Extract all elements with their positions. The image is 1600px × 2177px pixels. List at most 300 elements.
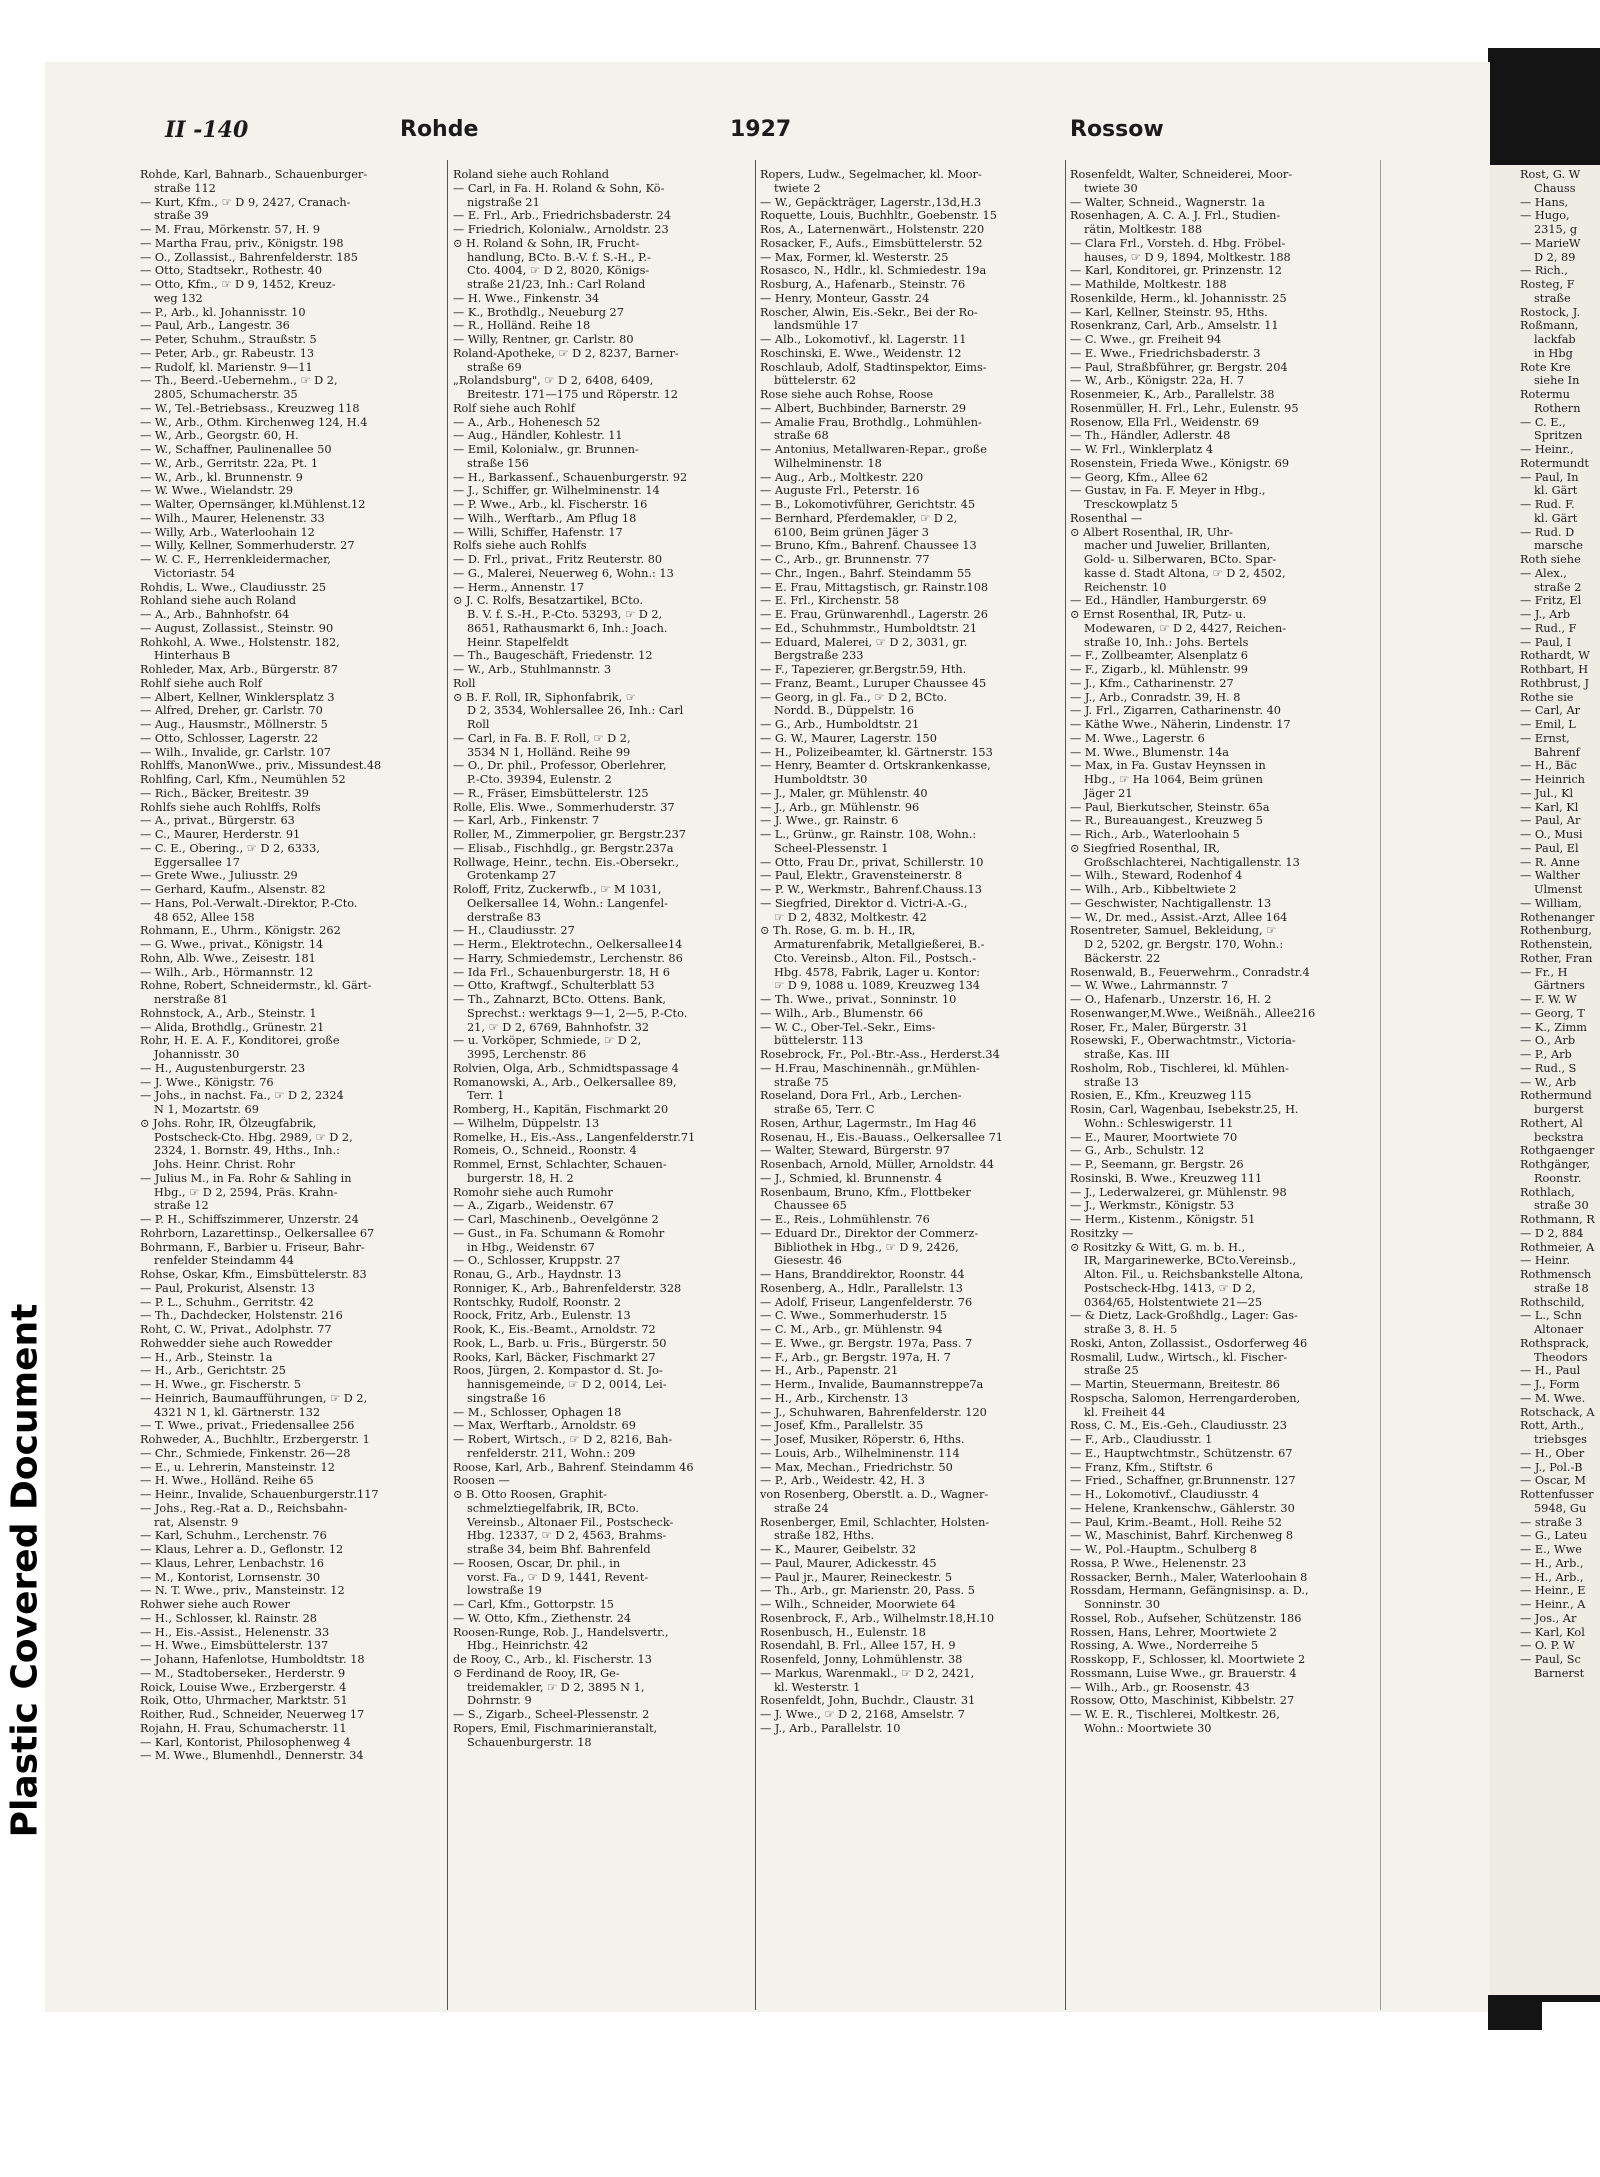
directory-entry-line: 6100, Beim grünen Jäger 3	[774, 525, 929, 539]
directory-entry-line: straße 68	[774, 429, 829, 443]
directory-entry-line: Rolfs siehe auch Rohlfs	[453, 539, 587, 553]
directory-entry-line: 2315, g	[1534, 223, 1578, 236]
directory-entry-line: Rothgaenger	[1520, 1144, 1595, 1158]
directory-entry-line: 21, ☞ D 2, 6769, Bahnhofstr. 32	[467, 1020, 650, 1034]
directory-entry-line: — Peter, Arb., gr. Rabeustr. 13	[140, 346, 315, 360]
directory-entry-line: Rossa, P. Wwe., Helenenstr. 23	[1070, 1556, 1247, 1570]
directory-entry-line: Wohn.: Schleswigerstr. 11	[1084, 1116, 1234, 1130]
directory-entry-line: Rosenkilde, Herm., kl. Johannisstr. 25	[1070, 291, 1287, 305]
directory-entry-line: — Bernhard, Pferdemakler, ☞ D 2,	[760, 511, 958, 525]
directory-entry-line: — Willi, Schiffer, Hafenstr. 17	[453, 525, 623, 539]
directory-entry-line: — H., Paul	[1520, 1364, 1581, 1378]
directory-entry-line: Reichenstr. 10	[1084, 580, 1167, 594]
directory-entry-line: — C. E., Obering., ☞ D 2, 6333,	[140, 841, 320, 855]
directory-entry-line: IR, Margarinewerke, BCto.Vereinsb.,	[1084, 1254, 1297, 1268]
directory-entry-line: — Alex.,	[1520, 566, 1567, 580]
directory-entry-line: Rosenbusch, H., Eulenstr. 18	[760, 1625, 926, 1639]
directory-entry-line: — G., Arb., Humboldtstr. 21	[760, 718, 920, 731]
directory-entry-line: — Wilh., Invalide, gr. Carlstr. 107	[140, 745, 331, 759]
directory-entry-line: Rosenmeier, K., Arb., Parallelstr. 38	[1070, 388, 1275, 401]
directory-entry-line: Rothgänger,	[1520, 1158, 1591, 1171]
directory-entry-line: Modewaren, ☞ D 2, 4427, Reichen-	[1084, 621, 1287, 635]
directory-entry-line: — H., Arb., Gerichtstr. 25	[140, 1364, 286, 1378]
directory-entry-line: — Wilh., Arb., gr. Roosenstr. 43	[1070, 1680, 1250, 1694]
directory-entry-line: — D 2, 884	[1520, 1226, 1584, 1240]
directory-entry-line: straße 3, 8. H. 5	[1084, 1323, 1178, 1336]
directory-entry-line: Rohlf siehe auch Rolf	[140, 676, 262, 690]
directory-entry-line: büttelerstr. 62	[774, 374, 857, 388]
directory-entry-line: — S., Zigarb., Scheel-Plessenstr. 2	[453, 1708, 650, 1721]
directory-entry-line: — Otto, Schlosser, Lagerstr. 22	[140, 731, 319, 745]
directory-entry-line: — W. Wwe., Lahrmannstr. 7	[1070, 979, 1229, 993]
directory-entry-line: ⊙ J. C. Rolfs, Besatzartikel, BCto.	[453, 594, 643, 608]
directory-entry-line: Rosebrock, Fr., Pol.-Btr.-Ass., Herderst.34	[760, 1048, 1000, 1061]
directory-entry-line: Rosenbach, Arnold, Müller, Arnoldstr. 44	[760, 1158, 995, 1171]
directory-entry-line: Bahrenf	[1534, 745, 1580, 759]
directory-entry-line: — Johs., in nachst. Fa., ☞ D 2, 2324	[140, 1089, 344, 1103]
directory-entry-line: — H., Lokomotivf., Claudiusstr. 4	[1070, 1488, 1260, 1501]
directory-entry-line: — A., Zigarb., Weidenstr. 67	[453, 1199, 614, 1213]
directory-entry-line: — Max, in Fa. Gustav Heynssen in	[1070, 759, 1266, 773]
directory-entry-line: — J., Werkmstr., Königstr. 53	[1070, 1199, 1235, 1213]
directory-entry-line: in Hbg., Weidenstr. 67	[467, 1240, 595, 1254]
directory-entry-line: Rohne, Robert, Schneidermstr., kl. Gärt-	[140, 979, 372, 993]
directory-entry-line: Roos, Jürgen, 2. Kompastor d. St. Jo-	[453, 1364, 663, 1378]
directory-entry-line: — Herm., Invalide, Baumannstreppe7a	[760, 1378, 984, 1391]
directory-entry-line: — Paul, In	[1520, 470, 1579, 484]
directory-entry-line: handlung, BCto. B.-V. f. S.-H., P.-	[467, 250, 651, 264]
directory-entry-line: Roth siehe	[1520, 553, 1581, 566]
directory-entry-line: — Karl, Kl	[1520, 800, 1579, 814]
directory-entry-line: — Ernst,	[1520, 731, 1570, 745]
directory-entry-line: — Wilh., Schneider, Moorwiete 64	[760, 1598, 956, 1611]
directory-entry-line: Rohwer siehe auch Rower	[140, 1598, 290, 1611]
directory-entry-line: Rohnstock, A., Arb., Steinstr. 1	[140, 1006, 317, 1020]
directory-entry-line: straße 182, Hths.	[774, 1529, 875, 1543]
header-first-entry: Rohde	[400, 117, 479, 142]
column-divider	[755, 160, 756, 2010]
directory-entry-line: kl. Westerstr. 1	[774, 1680, 861, 1694]
directory-entry-line: — Ed., Händler, Hamburgerstr. 69	[1070, 594, 1267, 608]
directory-entry-line: straße	[1534, 291, 1571, 305]
directory-entry-line: Roll	[467, 718, 490, 731]
directory-entry-line: — A., Arb., Bahnhofstr. 64	[140, 608, 290, 621]
directory-entry-line: — Mathilde, Moltkestr. 188	[1070, 278, 1227, 291]
directory-entry-line: Rother, Fran	[1520, 951, 1593, 965]
directory-entry-line: — Elisab., Fischhdlg., gr. Bergstr.237a	[453, 841, 674, 855]
directory-entry-line: — Willy, Rentner, gr. Carlstr. 80	[453, 333, 634, 346]
directory-entry-line: Hbg., ☞ Ha 1064, Beim grünen	[1084, 773, 1263, 786]
directory-entry-line: — Paul jr., Maurer, Reineckestr. 5	[760, 1570, 953, 1584]
directory-entry-line: Armaturenfabrik, Metallgießerei, B.-	[774, 938, 985, 951]
directory-entry-line: Gold- u. Silberwaren, BCto. Spar-	[1084, 553, 1277, 566]
header-year: 1927	[730, 117, 792, 142]
directory-entry-line: Roonstr.	[1534, 1171, 1582, 1185]
directory-entry-line: Rothe sie	[1520, 690, 1574, 704]
directory-entry-line: ⊙ Th. Rose, G. m. b. H., IR,	[760, 924, 916, 938]
directory-entry-line: Rosendahl, B. Frl., Allee 157, H. 9	[760, 1639, 956, 1653]
directory-entry-line: ⊙ Rositzky & Witt, G. m. b. H.,	[1070, 1240, 1246, 1254]
directory-entry-line: — J., Schmied, kl. Brunnenstr. 4	[760, 1171, 943, 1185]
directory-entry-line: — E. Frl., Kirchenstr. 58	[760, 594, 900, 608]
directory-entry-line: — J., Arb., Conradstr. 39, H. 8	[1070, 690, 1241, 704]
directory-entry-line: — Clara Frl., Vorsteh. d. Hbg. Fröbel-	[1070, 236, 1286, 250]
directory-entry-line: Rooks, Karl, Bäcker, Fischmarkt 27	[453, 1350, 656, 1364]
directory-entry-line: Rolf siehe auch Rohlf	[453, 401, 575, 415]
directory-entry-line: Rontschky, Rudolf, Roonstr. 2	[453, 1295, 622, 1309]
directory-entry-line: Hinterhaus B	[154, 649, 231, 663]
directory-entry-line: straße 39	[154, 209, 209, 223]
directory-entry-line: D 2, 3534, Wohlersallee 26, Inh.: Carl	[467, 704, 684, 718]
directory-column-1	[140, 168, 445, 1763]
directory-entry-line: Rothsprack,	[1520, 1336, 1590, 1350]
directory-entry-line: Ropers, Emil, Fischmarinieranstalt,	[453, 1721, 658, 1735]
directory-entry-line: — M., Kontorist, Lornsenstr. 30	[140, 1570, 321, 1584]
directory-entry-line: Humboldtstr. 30	[774, 773, 868, 786]
directory-entry-line: Terr. 1	[467, 1089, 505, 1103]
directory-entry-line: — G. W., Maurer, Lagerstr. 150	[760, 731, 937, 745]
directory-entry-line: Schauenburgerstr. 18	[467, 1735, 592, 1749]
directory-entry-line: Hbg., ☞ D 2, 2594, Präs. Krahn-	[154, 1185, 338, 1199]
directory-entry-line: Roosen —	[453, 1474, 510, 1488]
directory-entry-line: Roschinski, E. Wwe., Weidenstr. 12	[760, 346, 962, 360]
directory-entry-line: twiete 30	[1084, 181, 1138, 195]
directory-entry-line: — Georg, T	[1520, 1006, 1585, 1020]
directory-entry-line: — P., Arb., Weidestr. 42, H. 3	[760, 1474, 925, 1488]
directory-entry-line: straße 18	[1534, 1281, 1589, 1295]
directory-entry-line: — Jul., Kl	[1520, 786, 1574, 800]
directory-entry-line: — P., Arb	[1520, 1048, 1572, 1061]
directory-entry-line: lackfab	[1534, 333, 1576, 346]
directory-entry-line: straße 21/23, Inh.: Carl Roland	[467, 278, 646, 291]
directory-entry-line: — Martin, Steuermann, Breitestr. 86	[1070, 1378, 1280, 1391]
directory-entry-line: — Paul, Prokurist, Alsenstr. 13	[140, 1281, 315, 1295]
directory-entry-line: P.-Cto. 39394, Eulenstr. 2	[467, 773, 612, 786]
directory-entry-line: Rohse, Oskar, Kfm., Eimsbüttelerstr. 83	[140, 1268, 367, 1281]
directory-entry-line: kasse d. Stadt Altona, ☞ D 2, 4502,	[1084, 566, 1286, 580]
directory-entry-line: Rost, G. W	[1520, 168, 1581, 181]
directory-entry-line: — E., Wwe	[1520, 1543, 1582, 1556]
directory-entry-line: — Paul, El	[1520, 841, 1579, 855]
directory-entry-line: — Josef, Kfm., Parallelstr. 35	[760, 1419, 924, 1433]
directory-entry-line: Rothenburg,	[1520, 924, 1592, 938]
directory-entry-line: — C., Arb., gr. Brunnenstr. 77	[760, 553, 930, 566]
directory-entry-line: beckstra	[1534, 1130, 1584, 1144]
directory-entry-line: — Otto, Kraftwgf., Schulterblatt 53	[453, 979, 655, 993]
directory-entry-line: Rothermund	[1520, 1089, 1592, 1103]
directory-entry-line: Roick, Louise Wwe., Erzbergerstr. 4	[140, 1680, 347, 1694]
directory-entry-line: renfelder Steindamm 44	[154, 1254, 294, 1268]
directory-entry-line: Rothardt, W	[1520, 649, 1590, 663]
directory-entry-line: Rosenberg, A., Hdlr., Parallelstr. 13	[760, 1281, 963, 1295]
directory-entry-line: ⊙ Siegfried Rosenthal, IR,	[1070, 841, 1220, 855]
directory-entry-line: Rostock, J.	[1520, 305, 1581, 319]
directory-entry-line: Rohrborn, Lazarettinsp., Oelkersallee 67	[140, 1226, 375, 1240]
directory-entry-line: — Th., Beerd.-Uebernehm., ☞ D 2,	[140, 374, 338, 388]
directory-entry-line: treidemakler, ☞ D 2, 3895 N 1,	[467, 1680, 645, 1694]
directory-entry-line: ⊙ Ferdinand de Rooy, IR, Ge-	[453, 1666, 620, 1680]
directory-entry-line: Rothlach,	[1520, 1185, 1575, 1199]
directory-entry-line: — H., Arb., Papenstr. 21	[760, 1364, 899, 1378]
directory-entry-line: hauses, ☞ D 9, 1894, Moltkestr. 188	[1084, 250, 1291, 264]
directory-entry-line: Roock, Fritz, Arb., Eulenstr. 13	[453, 1309, 631, 1323]
directory-entry-line: — Th., Händler, Adlerstr. 48	[1070, 429, 1231, 443]
directory-entry-line: — H., Schlosser, kl. Rainstr. 28	[140, 1611, 317, 1625]
directory-entry-line: — Fried., Schaffner, gr.Brunnenstr. 127	[1070, 1474, 1296, 1488]
directory-entry-line: — H., Claudiusstr. 27	[453, 924, 575, 938]
directory-entry-line: — Wilh., Arb., Hörmannstr. 12	[140, 965, 314, 979]
directory-entry-line: — Walter, Schneid., Wagnerstr. 1a	[1070, 195, 1265, 209]
directory-entry-line: — E., Hauptwchtmstr., Schützenstr. 67	[1070, 1446, 1293, 1460]
directory-entry-line: — Bruno, Kfm., Bahrenf. Chaussee 13	[760, 539, 977, 553]
directory-entry-line: ⊙ Albert Rosenthal, IR, Uhr-	[1070, 525, 1233, 539]
directory-entry-line: — G. Wwe., privat., Königstr. 14	[140, 938, 324, 951]
directory-entry-line: — O., Zollassist., Bahrenfelderstr. 185	[140, 250, 358, 264]
directory-entry-line: — Carl, Ar	[1520, 704, 1581, 718]
directory-entry-line: Rothbart, H	[1520, 663, 1589, 676]
directory-entry-line: — H., Polizeibeamter, kl. Gärtnerstr. 153	[760, 745, 993, 759]
directory-entry-line: Roschlaub, Adolf, Stadtinspektor, Eims-	[760, 360, 987, 374]
directory-entry-line: — Emil, Kolonialw., gr. Brunnen-	[453, 443, 639, 456]
directory-entry-line: — Heinr., A	[1520, 1598, 1586, 1611]
directory-entry-line: — O. P. W	[1520, 1639, 1575, 1653]
directory-entry-line: Scheel-Plessenstr. 1	[774, 841, 889, 855]
directory-entry-line: — Herm., Kistenm., Königstr. 51	[1070, 1213, 1256, 1226]
directory-entry-line: Rosinski, B. Wwe., Kreuzweg 111	[1070, 1171, 1263, 1185]
directory-entry-line: „Rolandsburg", ☞ D 2, 6408, 6409,	[453, 374, 654, 388]
directory-entry-line: derstraße 83	[467, 910, 541, 924]
directory-entry-line: — August, Zollassist., Steinstr. 90	[140, 621, 334, 635]
directory-entry-line: Roik, Otto, Uhrmacher, Marktstr. 51	[140, 1694, 348, 1708]
directory-entry-line: Tresckowplatz 5	[1084, 498, 1178, 511]
directory-entry-line: Roll	[453, 676, 476, 690]
directory-entry-line: — N. T. Wwe., priv., Mansteinstr. 12	[140, 1584, 345, 1598]
directory-entry-line: — W., Gepäckträger, Lagerstr.,13d,H.3	[760, 195, 982, 209]
directory-entry-line: — M. Wwe.	[1520, 1391, 1586, 1405]
directory-entry-line: — Wilh., Maurer, Helenenstr. 33	[140, 511, 325, 525]
directory-entry-line: — Carl, Maschinenb., Oevelgönne 2	[453, 1213, 659, 1226]
directory-entry-line: — MarieW	[1520, 236, 1581, 250]
directory-entry-line: — W., Pol.-Hauptm., Schulberg 8	[1070, 1543, 1257, 1556]
directory-entry-line: — F., Arb., Claudiusstr. 1	[1070, 1433, 1213, 1446]
directory-entry-line: Rommel, Ernst, Schlachter, Schauen-	[453, 1158, 667, 1171]
directory-entry-line: — Wilh., Arb., Blumenstr. 66	[760, 1006, 924, 1020]
directory-entry-line: Rossdam, Hermann, Gefängnisinsp. a. D.,	[1070, 1584, 1309, 1598]
directory-entry-line: — H., Arb.,	[1520, 1570, 1584, 1584]
directory-entry-line: — Gustav, in Fa. F. Meyer in Hbg.,	[1070, 484, 1266, 498]
directory-entry-line: — Kurt, Kfm., ☞ D 9, 2427, Cranach-	[140, 195, 351, 209]
directory-entry-line: Rosenwald, B., Feuerwehrm., Conradstr.4	[1070, 965, 1310, 979]
directory-entry-line: Johannisstr. 30	[154, 1048, 240, 1061]
directory-entry-line: Rohdis, L. Wwe., Claudiusstr. 25	[140, 580, 327, 594]
directory-entry-line: Rothern	[1534, 401, 1581, 415]
directory-entry-line: Rothmann, R	[1520, 1213, 1595, 1226]
directory-entry-line: — M., Stadtoberseker., Herderstr. 9	[140, 1666, 346, 1680]
directory-entry-line: Alton. Fil., u. Reichsbankstelle Altona,	[1084, 1268, 1304, 1281]
directory-entry-line: Romberg, H., Kapitän, Fischmarkt 20	[453, 1103, 669, 1116]
directory-entry-line: Rotermu	[1520, 388, 1570, 401]
directory-entry-line: Rohmann, E., Uhrm., Königstr. 262	[140, 924, 341, 938]
directory-entry-line: rätin, Moltkestr. 188	[1084, 223, 1203, 236]
directory-entry-line: ⊙ B. Otto Roosen, Graphit-	[453, 1488, 607, 1501]
directory-entry-line: Rosin, Carl, Wagenbau, Isebekstr.25, H.	[1070, 1103, 1299, 1116]
directory-entry-line: Rosenfeldt, John, Buchdr., Claustr. 31	[760, 1694, 976, 1708]
directory-entry-line: — W. C., Ober-Tel.-Sekr., Eims-	[760, 1020, 936, 1034]
directory-entry-line: — E. Frau, Grünwarenhdl., Lagerstr. 26	[760, 608, 988, 621]
directory-entry-line: — G., Malerei, Neuerweg 6, Wohn.: 13	[453, 566, 674, 580]
directory-entry-line: — Käthe Wwe., Näherin, Lindenstr. 17	[1070, 718, 1291, 731]
directory-entry-line: — Aug., Hausmstr., Möllnerstr. 5	[140, 718, 328, 731]
directory-entry-line: — & Dietz, Lack-Großhdlg., Lager: Gas-	[1070, 1309, 1298, 1323]
directory-entry-line: straße 34, beim Bhf. Bahrenfeld	[467, 1543, 651, 1556]
directory-entry-line: kl. Gärt	[1534, 484, 1578, 498]
directory-entry-line: Rosenfeld, Jonny, Lohmühlenstr. 38	[760, 1653, 963, 1666]
directory-entry-line: — P. Wwe., Arb., kl. Fischerstr. 16	[453, 498, 648, 511]
directory-entry-line: — W. Wwe., Wielandstr. 29	[140, 484, 294, 498]
directory-entry-line: — H., Barkassenf., Schauenburgerstr. 92	[453, 470, 688, 484]
directory-entry-line: Barnerst	[1534, 1666, 1585, 1680]
directory-entry-line: — H., Eis.-Assist., Helenenstr. 33	[140, 1625, 330, 1639]
directory-entry-line: — Rud., S	[1520, 1061, 1577, 1075]
directory-entry-line: — Wilh., Werftarb., Am Pflug 18	[453, 511, 637, 525]
page-edge-line	[1380, 160, 1381, 2010]
directory-entry-line: — W. C. F., Herrenkleidermacher,	[140, 553, 331, 566]
directory-entry-line: — B., Lokomotivführer, Gerichtstr. 45	[760, 498, 976, 511]
directory-entry-line: straße 65, Terr. C	[774, 1103, 875, 1116]
directory-entry-line: — H., Bäc	[1520, 759, 1577, 773]
directory-entry-line: — D. Frl., privat., Fritz Reuterstr. 80	[453, 553, 663, 566]
directory-entry-line: — A., Arb., Hohenesch 52	[453, 415, 601, 429]
directory-entry-line: Rosewski, F., Oberwachtmstr., Victoria-	[1070, 1034, 1296, 1048]
directory-entry-line: — F., Tapezierer, gr.Bergstr.59, Hth.	[760, 663, 967, 676]
directory-entry-line: Roski, Anton, Zollassist., Osdorferweg 46	[1070, 1336, 1308, 1350]
directory-entry-line: Dohrnstr. 9	[467, 1694, 532, 1708]
directory-entry-line: — W., Schaffner, Paulinenallee 50	[140, 443, 332, 456]
directory-entry-line: — O., Arb	[1520, 1034, 1576, 1048]
directory-entry-line: — W. Frl., Winklerplatz 4	[1070, 443, 1214, 456]
directory-entry-line: D 2, 5202, gr. Bergstr. 170, Wohn.:	[1084, 938, 1284, 951]
directory-entry-line: — Th., Zahnarzt, BCto. Ottens. Bank,	[453, 993, 666, 1006]
directory-entry-line: — W., Tel.-Betriebsass., Kreuzweg 118	[140, 401, 360, 415]
column-divider	[1065, 160, 1066, 2010]
directory-entry-line: hannisgemeinde, ☞ D 2, 0014, Lei-	[467, 1378, 667, 1391]
directory-entry-line: N 1, Mozartstr. 69	[154, 1103, 259, 1116]
directory-entry-line: — Antonius, Metallwaren-Repar., große	[760, 443, 987, 456]
directory-entry-line: — Chr., Ingen., Bahrf. Steindamm 55	[760, 566, 972, 580]
directory-entry-line: — Johann, Hafenlotse, Humboldtstr. 18	[140, 1653, 365, 1666]
directory-entry-line: Rossen, Hans, Lehrer, Moortwiete 2	[1070, 1625, 1277, 1639]
directory-entry-line: — Karl, Kellner, Steinstr. 95, Hths.	[1070, 305, 1268, 319]
directory-entry-line: — M., Schlosser, Ophagen 18	[453, 1405, 622, 1419]
directory-entry-line: Wilhelminenstr. 18	[774, 456, 882, 470]
directory-entry-line: — O., Hafenarb., Unzerstr. 16, H. 2	[1070, 993, 1272, 1006]
directory-entry-line: Johs. Heinr. Christ. Rohr	[154, 1158, 295, 1171]
directory-entry-line: — J., Maler, gr. Mühlenstr. 40	[760, 786, 928, 800]
directory-entry-line: Rote Kre	[1520, 360, 1571, 374]
directory-entry-line: Ronniger, K., Arb., Bahrenfelderstr. 328	[453, 1281, 682, 1295]
directory-entry-line: Ulmenst	[1534, 883, 1583, 896]
directory-entry-line: — J., Schiffer, gr. Wilhelminenstr. 14	[453, 484, 660, 498]
directory-entry-line: — Rich., Bäcker, Breitestr. 39	[140, 786, 309, 800]
directory-entry-line: Hbg. 12337, ☞ D 2, 4563, Brahms-	[467, 1529, 667, 1543]
directory-entry-line: — O., Musi	[1520, 828, 1583, 841]
directory-entry-line: — H. Wwe., gr. Fischerstr. 5	[140, 1378, 302, 1391]
directory-entry-line: nerstraße 81	[154, 993, 229, 1006]
directory-entry-line: — Grete Wwe., Juliusstr. 29	[140, 869, 298, 883]
directory-entry-line: Rosien, E., Kfm., Kreuzweg 115	[1070, 1089, 1252, 1103]
directory-entry-line: — K., Maurer, Geibelstr. 32	[760, 1543, 917, 1556]
directory-entry-line: — J., Pol.-B	[1520, 1460, 1583, 1474]
directory-entry-line: Rose siehe auch Rohse, Roose	[760, 388, 934, 401]
directory-entry-line: Gärtners	[1534, 979, 1585, 993]
directory-entry-line: Großschlachterei, Nachtigallenstr. 13	[1084, 855, 1300, 869]
directory-entry-line: nigstraße 21	[467, 195, 540, 209]
directory-entry-line: Postscheck-Cto. Hbg. 2989, ☞ D 2,	[154, 1130, 353, 1144]
page-header	[165, 117, 1170, 147]
directory-entry-line: — straße 3	[1520, 1515, 1583, 1529]
directory-entry-line: 8651, Rathausmarkt 6, Inh.: Joach.	[467, 621, 668, 635]
directory-entry-line: — Karl, Arb., Finkenstr. 7	[453, 814, 600, 828]
directory-entry-line: — J. Wwe., ☞ D 2, 2168, Amselstr. 7	[760, 1708, 965, 1721]
directory-entry-line: Heinr. Stapelfeldt	[467, 635, 569, 649]
directory-entry-line: — Walter, Opernsänger, kl.Mühlenst.12	[140, 498, 366, 511]
directory-entry-line: — E. Wwe., gr. Bergstr. 197a, Pass. 7	[760, 1336, 973, 1350]
directory-entry-line: — William,	[1520, 896, 1582, 910]
directory-entry-line: — Fr., H	[1520, 965, 1568, 979]
directory-entry-line: — H., Arb., Steinstr. 1a	[140, 1350, 273, 1364]
directory-entry-line: — Karl, Kol	[1520, 1625, 1585, 1639]
directory-entry-line: — Otto, Kfm., ☞ D 9, 1452, Kreuz-	[140, 278, 336, 291]
directory-entry-line: — Heinrich, Baumaufführungen, ☞ D 2,	[140, 1391, 368, 1405]
directory-entry-line: — Paul, Arb., Langestr. 36	[140, 319, 290, 333]
directory-entry-line: — W., Arb., Othm. Kirchenweg 124, H.4	[140, 415, 368, 429]
directory-entry-line: — Johs., Reg.-Rat a. D., Reichsbahn-	[140, 1501, 348, 1515]
directory-entry-line: Rosenstein, Frieda Wwe., Königstr. 69	[1070, 456, 1290, 470]
directory-entry-line: Rosentreter, Samuel, Bekleidung, ☞	[1070, 924, 1277, 938]
directory-entry-line: Roquette, Louis, Buchhltr., Goebenstr. 15	[760, 209, 997, 223]
directory-entry-line: — Willy, Arb., Waterloohain 12	[140, 525, 315, 539]
directory-entry-line: — Heinr.	[1520, 1254, 1571, 1268]
directory-entry-line: Rosenau, H., Eis.-Bauass., Oelkersallee 71	[760, 1130, 1003, 1144]
directory-entry-line: — Roosen, Oscar, Dr. phil., in	[453, 1556, 621, 1570]
directory-entry-line: — Heinr., Invalide, Schauenburgerstr.117	[140, 1488, 379, 1501]
directory-entry-line: — Wilhelm, Düppelstr. 13	[453, 1116, 600, 1130]
directory-entry-line: Altonaer	[1534, 1323, 1584, 1336]
directory-entry-line: — W., Arb., Georgstr. 60, H.	[140, 429, 299, 443]
directory-entry-line: Wohn.: Moortwiete 30	[1084, 1721, 1212, 1735]
directory-entry-line: Rott, Arth.,	[1520, 1419, 1585, 1433]
directory-entry-line: — K., Brothdlg., Neueburg 27	[453, 305, 624, 319]
directory-entry-line: Rohland siehe auch Roland	[140, 594, 297, 608]
directory-entry-line: — Rudolf, kl. Marienstr. 9—11	[140, 360, 313, 374]
directory-entry-line: Ropers, Ludw., Segelmacher, kl. Moor-	[760, 168, 982, 181]
directory-entry-line: Nordd. B., Düppelstr. 16	[774, 704, 914, 718]
directory-entry-line: — G., Arb., Schulstr. 12	[1070, 1144, 1205, 1158]
header-last-entry: Rossow	[1070, 117, 1164, 142]
directory-entry-line: — J. Wwe., gr. Rainstr. 6	[760, 814, 899, 828]
directory-entry-line: — M. Wwe., Blumenstr. 14a	[1070, 745, 1230, 759]
directory-entry-line: — E. Frau, Mittagstisch, gr. Rainstr.108	[760, 580, 989, 594]
directory-entry-line: Rohkohl, A. Wwe., Holstenstr. 182,	[140, 635, 340, 649]
directory-entry-line: — H., Ober	[1520, 1446, 1585, 1460]
directory-entry-line: — Herm., Elektrotechn., Oelkersallee14	[453, 938, 683, 951]
directory-entry-line: — W. Otto, Kfm., Ziethenstr. 24	[453, 1611, 632, 1625]
directory-entry-line: Rospscha, Salomon, Herrengarderoben,	[1070, 1391, 1301, 1405]
directory-entry-line: Ross, C. M., Eis.-Geh., Claudiusstr. 23	[1070, 1419, 1287, 1433]
directory-entry-line: Rossing, A. Wwe., Norderreihe 5	[1070, 1639, 1259, 1653]
directory-entry-line: — Henry, Beamter d. Ortskrankenkasse,	[760, 759, 991, 773]
directory-entry-line: straße 112	[154, 181, 216, 195]
